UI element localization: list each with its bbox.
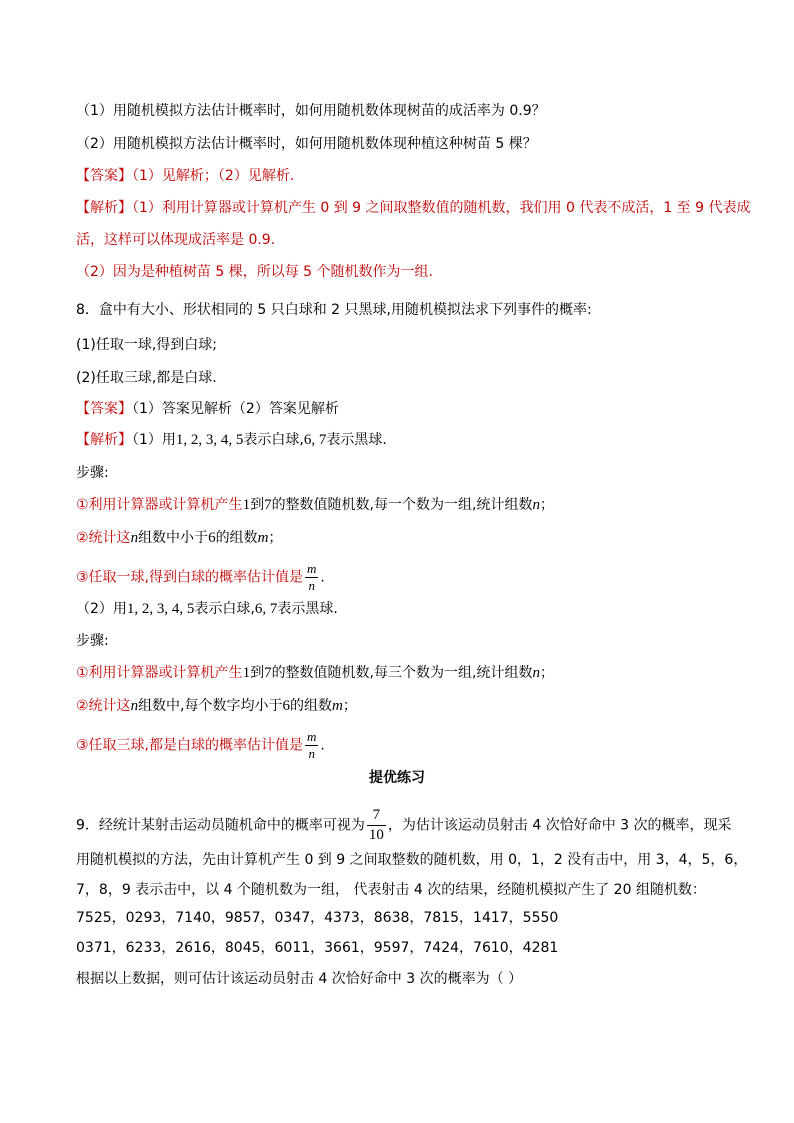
q8-analysis-p2: （2）用1, 2, 3, 4, 5表示白球,6, 7表示黑球.	[76, 601, 338, 617]
q9-data-row2: 0371，6233，2616，8045，6011，3661，9597，7424，7610，4281	[76, 940, 559, 956]
q8-step1-b: ①利用计算器或计算机产生1到7的整数值随机数,每三个数为一组,统计组数n；	[76, 665, 554, 681]
q9-question: 根据以上数据，则可估计该运动员射击 4 次恰好命中 3 次的概率为（ ）	[76, 971, 523, 987]
black-numbers: 6, 7	[303, 432, 327, 448]
q8-step3-b: ③任取三球,都是白球的概率估计值是 $\frac{m}{n}$ .	[76, 729, 325, 761]
q7-analysis-line2: 活，这样可以体现成活率是 0.9.	[76, 232, 276, 248]
answer-text: （1）见解析；（2）见解析.	[132, 168, 295, 184]
q8-steps-label: 步骤:	[76, 465, 109, 481]
q9-data-row1: 7525，0293，7140，9857，0347，4373，8638，7815，1417，5550	[76, 910, 559, 926]
analysis-tag: 【解析】	[76, 200, 132, 216]
white-numbers: 1, 2, 3, 4, 5	[175, 432, 244, 448]
q9-line3: 7，8，9 表示击中，以 4 个随机数为一组， 代表射击 4 次的结果，经随机模拟产生了 20 组随机数：	[76, 882, 706, 898]
q8-item2: (2)任取三球,都是白球.	[76, 370, 217, 386]
q8-step1: ①利用计算器或计算机产生1到7的整数值随机数,每一个数为一组,统计组数n；	[76, 497, 554, 513]
q7-answer	[76, 166, 294, 186]
answer-tag: 【答案】	[76, 401, 132, 417]
q7-part1: （1）用随机模拟方法估计概率时，如何用随机数体现树苗的成活率为 0.9？	[76, 103, 546, 119]
analysis-tag: 【解析】	[76, 432, 132, 448]
q7-analysis-line1	[76, 198, 751, 218]
fraction-m-over-n: $\frac{m}{n}$	[307, 561, 317, 593]
q7-analysis-line3: （2）因为是种植树苗 5 棵，所以每 5 个随机数作为一组.	[76, 264, 433, 280]
q8-step3: ③任取一球,得到白球的概率估计值是 $\frac{m}{n}$ .	[76, 561, 325, 593]
q8-answer	[76, 399, 339, 419]
q8-item1: (1)任取一球,得到白球;	[76, 337, 217, 353]
q8-step2-b: ②统计这n组数中,每个数字均小于6的组数m；	[76, 698, 357, 714]
fraction-m-over-n: $\frac{m}{n}$	[307, 729, 317, 761]
q8-stem: 8．盒中有大小、形状相同的 5 只白球和 2 只黑球,用随机模拟法求下列事件的概率:	[76, 302, 592, 318]
section-title: 提优练习	[369, 770, 425, 786]
q9-line2: 用随机模拟的方法，先由计算机产生 0 到 9 之间取整数的随机数，用 0，1，2 没有击中，用 3，4，5，6，	[76, 852, 748, 868]
answer-text: （1）答案见解析（2）答案见解析	[132, 401, 339, 417]
q9-stem: 9．经统计某射击运动员随机命中的概率可视为 $\frac{7}{10}$ ，为估计该运动员射击 4 次恰好命中 3 次的概率，现采	[76, 807, 732, 843]
analysis-text: （1）利用计算器或计算机产生 0 到 9 之间取整数值的随机数，我们用 0 代表不成活，1 至 9 代表成	[132, 200, 751, 216]
fraction-7-over-10: $\frac{7}{10}$	[368, 807, 384, 843]
q7-part2: （2）用随机模拟方法估计概率时，如何用随机数体现种植这种树苗 5 棵？	[76, 136, 537, 152]
q8-steps-label-2: 步骤:	[76, 633, 109, 649]
q8-analysis-p1: 【解析】（1）用1, 2, 3, 4, 5表示白球,6, 7表示黑球.	[76, 432, 387, 448]
q8-step2: ②统计这n组数中小于6的组数m；	[76, 530, 283, 546]
answer-tag: 【答案】	[76, 168, 132, 184]
